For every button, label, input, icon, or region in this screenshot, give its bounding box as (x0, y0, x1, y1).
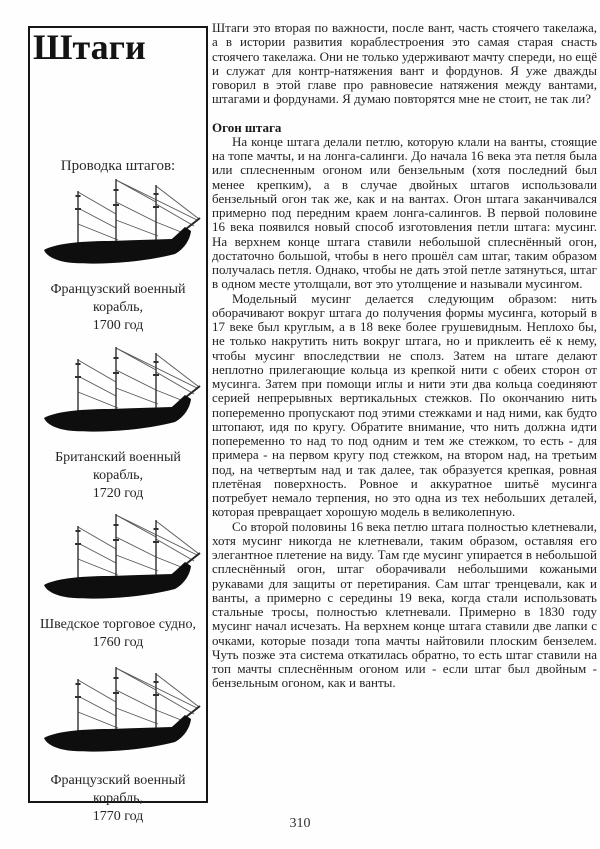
ship-year: 1770 год (92, 809, 144, 825)
ship-name: Французский военный корабль, (50, 773, 186, 807)
ship-caption (30, 281, 206, 335)
intro-paragraph: Штаги это вторая по важности, после вант, часть стоячего такелажа, а в истории развития кораблестроения это самая старая снасть стоячего такелажа. Они не только удерживают мачту спереди, но ещё и служат для контр-натяжения вант и фордунов. Я уже дважды говорил в этой главе про равновесие натяжения между вантами, штагами и фордунами. Я думаю повторятся мне не стоит, не так ли? (212, 20, 597, 107)
ship-figure-1760 (34, 512, 202, 652)
section-heading: Огон штага (212, 119, 282, 135)
ship-name: Британский военный корабль, (55, 449, 181, 483)
ship-figure-1700 (30, 177, 206, 335)
ship-year: 1720 год (92, 485, 144, 501)
chapter-title: Штаги (33, 27, 146, 67)
figures-heading: Проводка штагов: (60, 158, 176, 174)
chapter-figure-box (28, 26, 208, 825)
ship-caption (30, 449, 206, 503)
ship-figure-1720 (30, 345, 206, 503)
article-text-column (212, 21, 597, 691)
ship-illustration-icon (34, 662, 202, 770)
ship-caption (40, 616, 196, 652)
ship-name: Французский военный корабль, (50, 282, 186, 315)
ship-year: 1760 год (92, 635, 144, 651)
ship-illustration-icon (34, 512, 202, 614)
page-number: 310 (289, 816, 311, 831)
body-paragraph: Со второй половины 16 века петлю штага полностью клетневали, хотя мусинг никогда не клетневали, таким образом, оставляя его элегантное плетение на виду. Там где мусинг упирается в небольшой сплеснённый огон, штаг оборачивали небольшими кожаными рукавами для защиты от перетирания. Сам штаг тренцевали, как и ванты, а примерно с середины 19 века, когда стали использовать стальные тросы, полностью клетневали. Примерно в 1830 году мусинг начал исчезать. На верхнем конце штага ставили две лапки с очками, которые позади топа мачты найтовили плоским бензелем. Чуть позже эта система откатилась обратно, то есть штаг ставили на топ мачты сплеснённым огоном или - если штаг был двойным - бензельным огоном, как и ванты. (212, 518, 597, 691)
ship-illustration-icon (34, 345, 202, 447)
body-paragraph: Модельный мусинг делается следующим образом: нить оборачивают вокруг штага до получения формы мусинга, который в 17 веке был круглым, а в 18 веке более грушевидным. Неплохо бы, не только накрутить нить вокруг штага, но и приклеить её к нему, чтобы мусинг впоследствии не сполз. Затем на штаге делают неплотно прилегающие кольца из крепкой нити с обеих сторон от мусинга. Затем при помощи иглы и нити эти два кольца соединяют серией непрерывных вертикальных стежков. По окончанию нить попеременно пропускают под этими стежками и над ними, как будто штопают, идя по кругу. Обратите внимание, что нить должна идти попеременно то над то под одним и тем же стежком, то есть - для примера - на первом кругу под стежком, на втором над, на третьим под, на четвертым над и так далее, так образуется крепкая, ровная плетёная поверхность. Ровное и аккуратное шитьё мусинга потребует немало терпения, но это одна из тех небольших деталей, которая превращает хорошую модель в великолепную. (212, 290, 597, 520)
ship-name: Шведское торговое судно, (40, 617, 196, 633)
stay-routing-figures (30, 158, 206, 826)
ship-illustration-icon (34, 177, 202, 279)
ship-year: 1700 год (92, 317, 144, 333)
ship-figure-1770 (30, 662, 206, 826)
body-paragraph: На конце штага делали петлю, которую клали на ванты, стоящие на топе мачты, и на лонга-салинги. До начала 16 века эта петля была или сплесненным огоном или бензельным (хотя последний был менее крепким), а в случае двойных штагов использовали бензельный огон так же, как и на вантах. Огон штага заканчивался примерно под передним краем лонга-салингов. В первой половине 16 века появился новый способ изготовления петли штага: мусинг. На верхнем конце штага ставили небольшой сплеснённый огон, достаточно большой, чтобы в него прошёл сам штаг, таким образом получалась петля. Однако, чтобы не дать этой петле затянуться, штаг в одном месте утолщали, вот это утолщение и называли мусингом. (212, 133, 597, 292)
